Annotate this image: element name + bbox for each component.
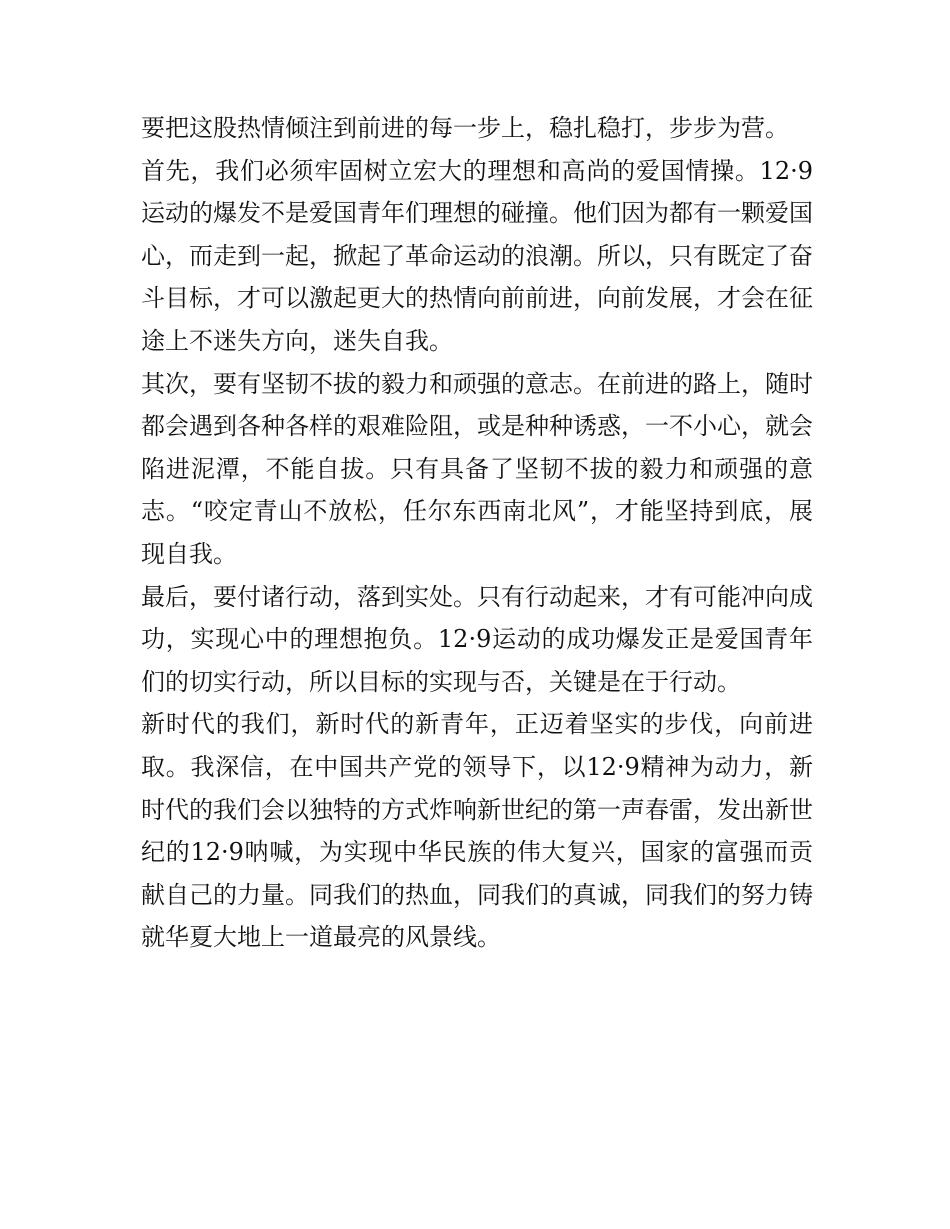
paragraph-third-point: 最后，要付诸行动，落到实处。只有行动起来，才有可能冲向成功，实现心中的理想抱负。12·9运动的成功爆发正是爱国青年们的切实行动，所以目标的实现与否，关键是在于行动。: [141, 582, 813, 696]
paragraph-second-point: 其次，要有坚韧不拔的毅力和顽强的意志。在前进的路上，随时都会遇到各种各样的艰难险阻，或是种种诱惑，一不小心，就会陷进泥潭，不能自拔。只有具备了坚韧不拔的毅力和顽强的意志。“咬定青山不放松，任尔东西南北风”，才能坚持到底，展现自我。: [141, 369, 813, 568]
paragraph-intro: 要把这股热情倾注到前进的每一步上，稳扎稳打，步步为营。: [141, 114, 789, 142]
paragraph-conclusion: 新时代的我们，新时代的新青年，正迈着坚实的步伐，向前进取。我深信，在中国共产党的领导下，以12·9精神为动力，新时代的我们会以独特的方式炸响新世纪的第一声春雷，发出新世纪的12·9呐喊，为实现中华民族的伟大复兴，国家的富强而贡献自己的力量。同我们的热血，同我们的真诚，同我们的努力铸就华夏大地上一道最亮的风景线。: [141, 710, 813, 952]
paragraph-first-point: 首先，我们必须牢固树立宏大的理想和高尚的爱国情操。12·9运动的爆发不是爱国青年们理想的碰撞。他们因为都有一颗爱国心，而走到一起，掀起了革命运动的浪潮。所以，只有既定了奋斗目标，才可以激起更大的热情向前前进，向前发展，才会在征途上不迷失方向，迷失自我。: [141, 156, 813, 355]
document-page: [141, 107, 813, 959]
